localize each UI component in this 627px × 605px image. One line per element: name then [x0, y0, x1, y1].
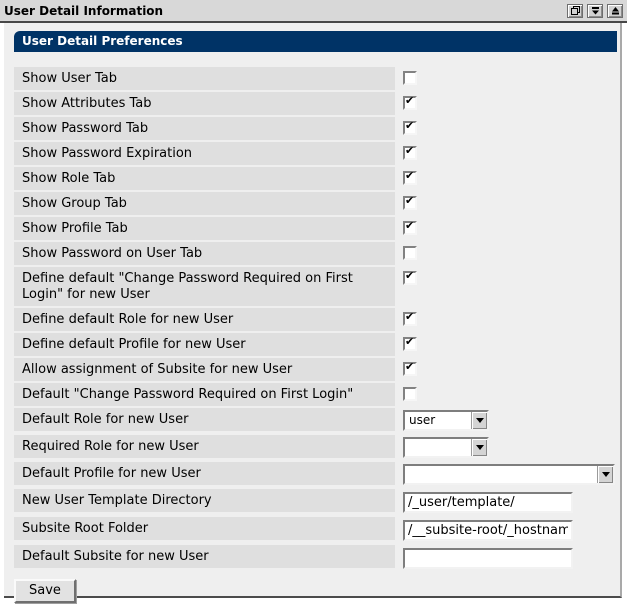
- checkbox-show-user-tab[interactable]: [403, 71, 417, 85]
- checkbox-define-default-role[interactable]: [403, 312, 417, 326]
- text-input-default-subsite[interactable]: [403, 548, 573, 569]
- dropdown-arrow-button[interactable]: [471, 439, 487, 456]
- preference-row-define-default-profile: [14, 333, 620, 356]
- label-define-default-role: Define default Role for new User: [14, 308, 395, 331]
- preference-row-show-group-tab: [14, 192, 620, 215]
- checkbox-show-group-tab[interactable]: [403, 196, 417, 210]
- preference-row-default-subsite: [14, 545, 620, 569]
- chevron-down-icon: [476, 445, 484, 450]
- preference-row-show-password-on-user-tab: [14, 242, 620, 265]
- checkbox-show-password-expiration[interactable]: [403, 146, 417, 160]
- select-default-role[interactable]: [403, 410, 489, 431]
- save-button[interactable]: Save: [14, 579, 76, 603]
- checkbox-define-default-profile[interactable]: [403, 337, 417, 351]
- control-cell: [395, 435, 489, 458]
- label-show-password-tab: Show Password Tab: [14, 117, 395, 140]
- dropdown-arrow-button[interactable]: [597, 466, 613, 483]
- preference-row-default-profile: [14, 462, 620, 485]
- checkbox-default-change-password-required[interactable]: [403, 387, 417, 401]
- select-value: [405, 439, 471, 456]
- select-default-profile[interactable]: [403, 464, 615, 485]
- control-cell: [395, 408, 489, 431]
- preference-row-default-role: [14, 408, 620, 431]
- label-show-user-tab: Show User Tab: [14, 67, 395, 90]
- preference-row-allow-assignment-of-subsite: [14, 358, 620, 381]
- chevron-down-icon: [476, 418, 484, 423]
- checkbox-show-role-tab[interactable]: [403, 171, 417, 185]
- control-cell: [395, 67, 417, 85]
- control-cell: [395, 92, 417, 110]
- control-cell: [395, 489, 573, 513]
- window-title: User Detail Information: [4, 3, 164, 18]
- expand-button[interactable]: [607, 4, 623, 18]
- control-cell: [395, 167, 417, 185]
- label-show-role-tab: Show Role Tab: [14, 167, 395, 190]
- control-cell: [395, 545, 573, 569]
- checkbox-allow-assignment-of-subsite[interactable]: [403, 362, 417, 376]
- control-cell: [395, 142, 417, 160]
- chevron-down-icon: [602, 472, 610, 477]
- label-show-password-expiration: Show Password Expiration: [14, 142, 395, 165]
- control-cell: [395, 117, 417, 135]
- window-titlebar: [0, 0, 627, 23]
- control-cell: [395, 217, 417, 235]
- label-default-role: Default Role for new User: [14, 408, 395, 431]
- panel-header: User Detail Preferences: [14, 31, 617, 52]
- checkbox-show-profile-tab[interactable]: [403, 221, 417, 235]
- window-buttons: [567, 4, 623, 18]
- preference-rows: [14, 67, 620, 569]
- label-show-group-tab: Show Group Tab: [14, 192, 395, 215]
- preference-row-subsite-root-folder: [14, 517, 620, 541]
- preference-row-show-password-tab: [14, 117, 620, 140]
- preference-row-required-role: [14, 435, 620, 458]
- preference-row-define-default-change-password-required: [14, 267, 620, 306]
- control-cell: [395, 358, 417, 376]
- popout-button[interactable]: [567, 4, 583, 18]
- preference-row-show-attributes-tab: [14, 92, 620, 115]
- text-input-subsite-root-folder[interactable]: [403, 520, 573, 541]
- checkbox-show-attributes-tab[interactable]: [403, 96, 417, 110]
- checkbox-define-default-change-password-required[interactable]: [403, 271, 417, 285]
- control-cell: [395, 517, 573, 541]
- preference-row-show-profile-tab: [14, 217, 620, 240]
- control-cell: [395, 308, 417, 326]
- control-cell: [395, 462, 615, 485]
- preference-row-default-change-password-required: [14, 383, 620, 406]
- popout-icon: [571, 6, 580, 15]
- collapse-down-icon: [591, 7, 600, 15]
- label-default-profile: Default Profile for new User: [14, 462, 395, 485]
- control-cell: [395, 383, 417, 401]
- label-show-attributes-tab: Show Attributes Tab: [14, 92, 395, 115]
- label-subsite-root-folder: Subsite Root Folder: [14, 517, 395, 540]
- control-cell: [395, 333, 417, 351]
- text-input-new-user-template-directory[interactable]: [403, 492, 573, 513]
- select-value: user: [409, 413, 436, 427]
- preference-row-define-default-role: [14, 308, 620, 331]
- label-new-user-template-directory: New User Template Directory: [14, 489, 395, 512]
- label-show-password-on-user-tab: Show Password on User Tab: [14, 242, 395, 265]
- preference-row-show-password-expiration: [14, 142, 620, 165]
- select-value: [405, 466, 597, 483]
- label-allow-assignment-of-subsite: Allow assignment of Subsite for new User: [14, 358, 395, 381]
- preference-row-show-user-tab: [14, 67, 620, 90]
- dropdown-arrow-button[interactable]: [471, 412, 487, 429]
- control-cell: [395, 267, 417, 285]
- checkbox-show-password-on-user-tab[interactable]: [403, 246, 417, 260]
- label-define-default-profile: Define default Profile for new User: [14, 333, 395, 356]
- checkbox-show-password-tab[interactable]: [403, 121, 417, 135]
- label-default-change-password-required: Default "Change Password Required on First Login": [14, 383, 395, 406]
- label-required-role: Required Role for new User: [14, 435, 395, 458]
- label-default-subsite: Default Subsite for new User: [14, 545, 395, 568]
- preference-row-show-role-tab: [14, 167, 620, 190]
- preferences-panel: [4, 23, 622, 598]
- label-define-default-change-password-required: Define default "Change Password Required on First Login" for new User: [14, 267, 395, 306]
- control-cell: [395, 242, 417, 260]
- expand-up-icon: [611, 7, 620, 15]
- label-show-profile-tab: Show Profile Tab: [14, 217, 395, 240]
- preference-row-new-user-template-directory: [14, 489, 620, 513]
- control-cell: [395, 192, 417, 210]
- select-required-role[interactable]: [403, 437, 489, 458]
- collapse-button[interactable]: [587, 4, 603, 18]
